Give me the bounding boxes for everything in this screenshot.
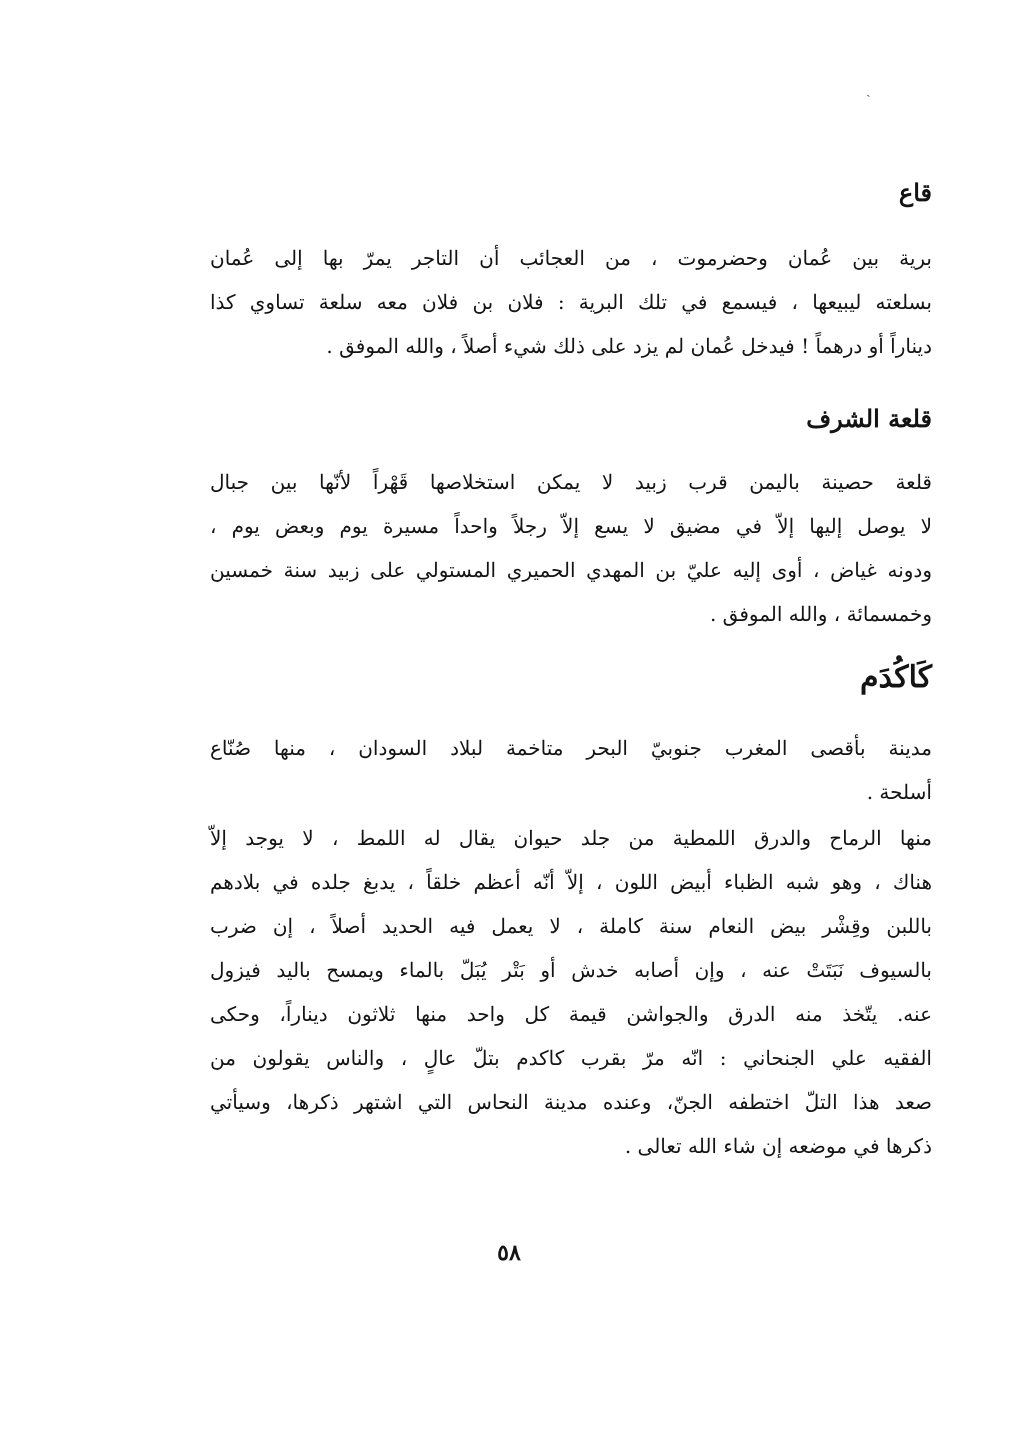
stray-ink-mark: ˏ <box>866 82 871 98</box>
text-line: صعد هذا التلّ اختطفه الجنّ، وعنده مدينة النحاس التي اشتهر ذكرها، وسيأتي <box>210 1090 932 1114</box>
entry-body-kakudam-details <box>210 816 932 1168</box>
text-line: هناك ، وهو شبه الظباء أبيض اللون ، إلاّ أنّه أعظم خلقاً ، يدبغ جلده في بلادهم <box>210 870 932 894</box>
text-line: ذكرها في موضعه إن شاء الله تعالى . <box>624 1134 932 1158</box>
entry-heading-kakudam: كَاكُدَم <box>859 660 932 695</box>
text-line: برية بين عُمان وحضرموت ، من العجائب أن التاجر يمرّ بها إلى عُمان <box>210 246 932 270</box>
text-line: مدينة بأقصى المغرب جنوبيّ البحر متاخمة لبلاد السودان ، منها صُنّاع <box>210 736 932 760</box>
text-line: وخمسمائة ، والله الموفق . <box>709 602 932 626</box>
text-line: الفقيه علي الجنحاني : انّه مرّ بقرب كاكدم بتلّ عالٍ ، والناس يقولون من <box>210 1046 932 1070</box>
text-line: ودونه غياض ، أوى إليه عليّ بن المهدي الحميري المستولي على زبيد سنة خمسين <box>210 558 932 582</box>
text-line: بسلعته ليبيعها ، فيسمع في تلك البرية : فلان بن فلان معه سلعة تساوي كذا <box>210 290 932 314</box>
entry-body-qalat-al-sharaf <box>210 460 932 636</box>
text-line: ديناراً أو درهماً ! فيدخل عُمان لم يزد على ذلك شيء أصلاً ، والله الموفق . <box>326 334 932 358</box>
text-line: بالسيوف نَبَتَتْ عنه ، وإن أصابه خدش أو بَتْر يُبَلّ بالماء ويمسح باليد فيزول <box>210 958 932 982</box>
text-line: عنه. يتّخذ منه الدرق والجواشن قيمة كل واحد منها ثلاثون ديناراً، وحكى <box>210 1002 932 1026</box>
text-line: منها الرماح والدرق اللمطية من جلد حيوان يقال له اللمط ، لا يوجد إلاّ <box>210 826 932 850</box>
entry-body-kakudam-intro <box>210 726 932 814</box>
text-line: قلعة حصينة باليمن قرب زبيد لا يمكن استخلاصها قَهْراً لأنّها بين جبال <box>210 470 932 494</box>
entry-heading-qalat-al-sharaf: قلعة الشرف <box>806 404 932 433</box>
text-line: باللبن وقِشْر بيض النعام سنة كاملة ، لا يعمل فيه الحديد أصلاً ، إن ضرب <box>210 914 932 938</box>
entry-body-qaa <box>210 236 932 368</box>
text-line: أسلحة . <box>866 780 932 804</box>
entry-heading-qaa: قاع <box>898 178 932 207</box>
page-number: ٥٨ <box>497 1240 521 1266</box>
text-line: لا يوصل إليها إلاّ في مضيق لا يسع إلاّ رجلاً واحداً مسيرة يوم وبعض يوم ، <box>210 514 932 538</box>
